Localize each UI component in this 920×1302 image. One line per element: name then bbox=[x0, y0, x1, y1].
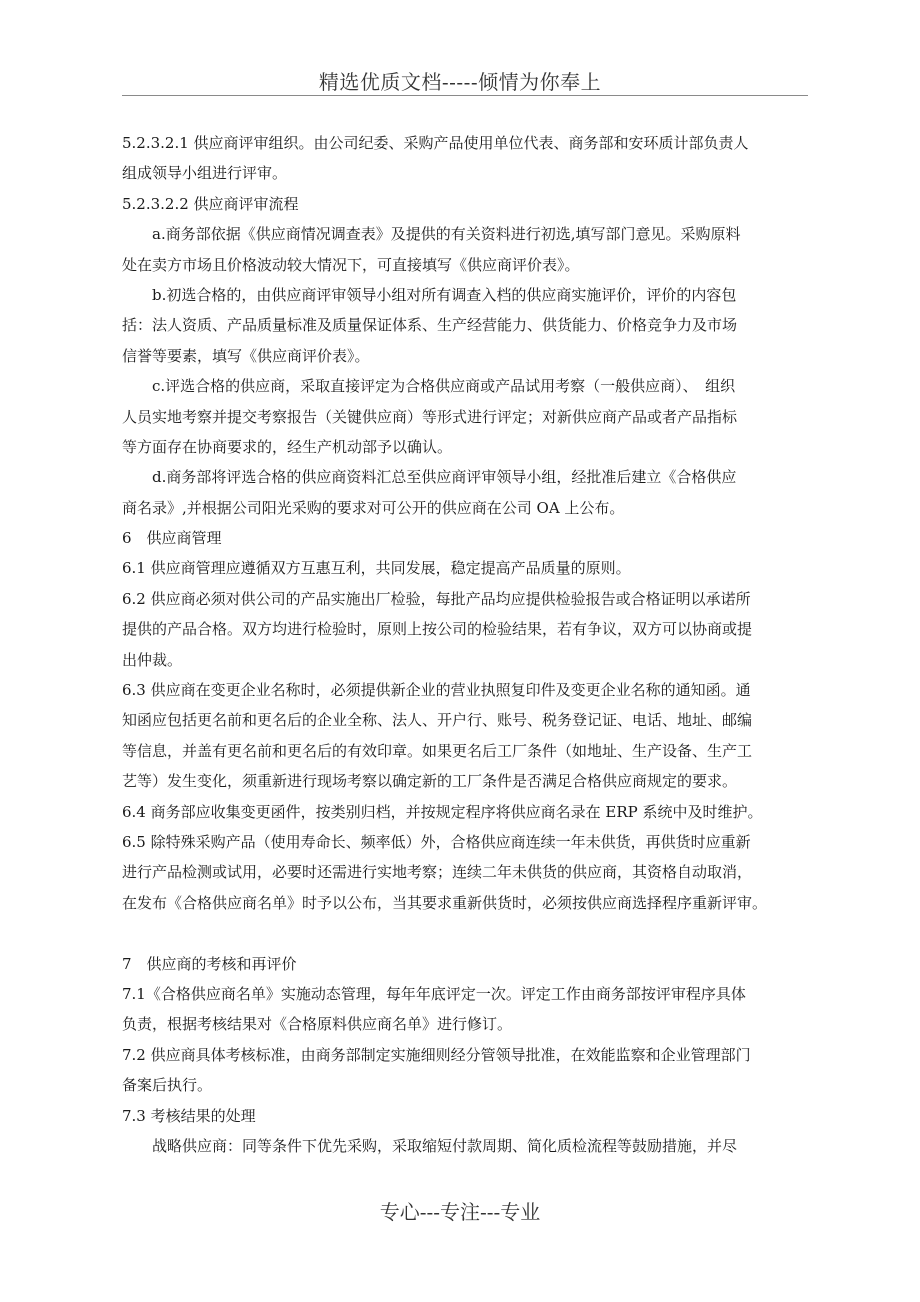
text-line: 进行产品检测或试用，必要时还需进行实地考察；连续二年未供货的供应商，其资格自动取消， bbox=[122, 863, 753, 882]
text-line: 艺等）发生变化，须重新进行现场考察以确定新的工厂条件是否满足合格供应商规定的要求。 bbox=[122, 772, 738, 791]
text-line: 括：法人资质、产品质量标准及质量保证体系、生产经营能力、供货能力、价格竞争力及市场 bbox=[122, 316, 738, 335]
text-line: 知函应包括更名前和更名后的企业全称、法人、开户行、账号、税务登记证、电话、地址、邮编 bbox=[122, 711, 753, 730]
text-line: d.商务部将评选合格的供应商资料汇总至供应商评审领导小组，经批准后建立《合格供应 bbox=[152, 468, 737, 487]
text-line: c.评选合格的供应商，采取直接评定为合格供应商或产品试用考察（一般供应商）、 组织 bbox=[152, 377, 736, 396]
section-heading: 6 供应商管理 bbox=[122, 529, 222, 548]
text-line: 7.1《合格供应商名单》实施动态管理，每年年底评定一次。评定工作由商务部按评审程序具体 bbox=[122, 984, 746, 1003]
text-line: 商名录》,并根据公司阳光采购的要求对可公开的供应商在公司 OA 上公布。 bbox=[122, 498, 625, 517]
text-line: 6.5 除特殊采购产品（使用寿命长、频率低）外，合格供应商连续一年未供货，再供货时应重新 bbox=[122, 832, 751, 851]
document-body bbox=[122, 128, 812, 1161]
text-line: 等方面存在协商要求的，经生产机动部予以确认。 bbox=[122, 437, 453, 456]
text-line: 备案后执行。 bbox=[122, 1076, 213, 1095]
text-line: 6.1 供应商管理应遵循双方互惠互利，共同发展，稳定提高产品质量的原则。 bbox=[122, 559, 631, 578]
text-line: 5.2.3.2.1 供应商评审组织。由公司纪委、采购产品使用单位代表、商务部和安环质计部负责人 bbox=[122, 134, 749, 152]
text-line: 6.2 供应商必须对供公司的产品实施出厂检验，每批产品均应提供检验报告或合格证明以承诺所 bbox=[122, 589, 751, 608]
text-line: 出仲裁。 bbox=[122, 650, 183, 669]
text-line: 组成领导小组进行评审。 bbox=[122, 164, 288, 183]
blank-line bbox=[122, 918, 812, 948]
text-line: 7.2 供应商具体考核标准，由商务部制定实施细则经分管领导批准，在效能监察和企业管理部门 bbox=[122, 1045, 751, 1064]
text-line: 人员实地考察并提交考察报告（关键供应商）等形式进行评定；对新供应商产品或者产品指标 bbox=[122, 407, 738, 426]
text-line: 提供的产品合格。双方均进行检验时，原则上按公司的检验结果，若有争议，双方可以协商或提 bbox=[122, 620, 753, 639]
text-line: 负责，根据考核结果对《合格原料供应商名单》进行修订。 bbox=[122, 1015, 513, 1034]
text-line: 6.4 商务部应收集变更函件，按类别归档，并按规定程序将供应商名录在 ERP 系统中及时维护。 bbox=[122, 802, 763, 821]
section-heading: 5.2.3.2.2 供应商评审流程 bbox=[122, 194, 299, 213]
text-line: 处在卖方市场且价格波动较大情况下，可直接填写《供应商评价表》。 bbox=[122, 255, 580, 274]
text-line: 战略供应商：同等条件下优先采购，采取缩短付款周期、简化质检流程等鼓励措施，并尽 bbox=[152, 1136, 738, 1155]
text-line: 6.3 供应商在变更企业名称时，必须提供新企业的营业执照复印件及变更企业名称的通知函。通 bbox=[122, 681, 751, 700]
text-line: 等信息，并盖有更名前和更名后的有效印章。如果更名后工厂条件（如地址、生产设备、生产工 bbox=[122, 741, 753, 760]
page-footer-text: 专心---专注---专业 bbox=[379, 1200, 541, 1224]
text-line: 信誉等要素，填写《供应商评价表》。 bbox=[122, 346, 370, 365]
text-line: 在发布《合格供应商名单》时予以公布，当其要求重新供货时，必须按供应商选择程序重新评审。 bbox=[122, 893, 768, 912]
section-heading: 7 供应商的考核和再评价 bbox=[122, 954, 297, 973]
text-line: b.初选合格的，由供应商评审领导小组对所有调查入档的供应商实施评价，评价的内容包 bbox=[152, 285, 737, 304]
page-header-title: 精选优质文档-----倾情为你奉上 bbox=[318, 70, 602, 94]
header-divider bbox=[122, 95, 808, 96]
text-line: a.商务部依据《供应商情况调查表》及提供的有关资料进行初选,填写部门意见。采购原料 bbox=[152, 225, 741, 244]
section-heading: 7.3 考核结果的处理 bbox=[122, 1106, 256, 1125]
